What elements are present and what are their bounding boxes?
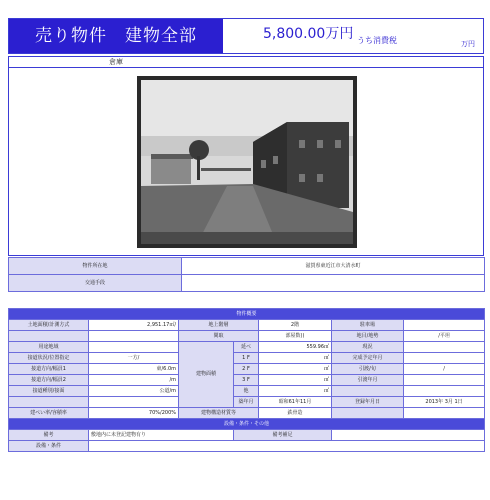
blank-value-1 [89,331,179,342]
blank-value-3 [89,397,179,408]
land-category-value: /平坦 [404,331,485,342]
header [8,18,484,54]
completion-label: 完成予定年月 [332,353,404,364]
registered-label: 登録年月日 [332,397,404,408]
current-status-value [404,342,485,353]
property-type-row [8,56,484,68]
floor2-value: ㎡ [259,364,332,375]
parking-label: 駐車場 [332,320,404,331]
land-area-value: 2,951.17㎡/ [89,320,179,331]
layout-value: 部屋数() [259,331,332,342]
floor2-label: 2 F [234,364,259,375]
remarks-label: 備考 [9,430,89,441]
delivery-label: 引渡/旬 [332,364,404,375]
use-zone-label: 用途地域 [9,342,89,353]
transport-value [182,275,485,292]
photo-frame [8,68,484,256]
floor3-label: 3 F [234,375,259,386]
blank-label-1 [9,331,89,342]
road2-value: /m [89,375,179,386]
road-status-value: 一方/ [89,353,179,364]
built-value: 昭和61年11月 [259,397,332,408]
facilities-label: 設備・条件 [9,441,89,452]
address-value: 滋賀県東近江市大清水町 [182,258,485,275]
property-photo [137,76,357,248]
coverage-label: 建ぺい率/容積率 [9,408,89,419]
price: 5,800.00万円 [263,26,354,42]
other-area-label: 他 [234,386,259,397]
road1-value: 東/6.0m [89,364,179,375]
building-area-label: 建物面積 [179,342,234,408]
facilities-title: 設備・条件・その他 [9,419,485,430]
floor1-label: 1 F [234,353,259,364]
delivery-value: / [404,364,485,375]
remarks-value: 敷地内に未登記建物有り [89,430,234,441]
current-status-label: 現況 [332,342,404,353]
remarks-extra-value [332,430,485,441]
road2-label: 接道方向/幅員2 [9,375,89,386]
road-type-value: 公道/m [89,386,179,397]
blank-value-2 [404,386,485,397]
land-category-label: 地目/地勢 [332,331,404,342]
built-label: 築年月 [234,397,259,408]
address-label: 物件所在地 [9,258,182,275]
layout-label: 間取 [179,331,259,342]
property-sheet [8,0,484,500]
completion-value [404,353,485,364]
blank-label-2 [332,386,404,397]
facilities-value [89,441,485,452]
blank-label-4 [332,408,404,419]
parking-value [404,320,485,331]
road-status-label: 接道状況/位置指定 [9,353,89,364]
registered-value: 2013年 3月 1日 [404,397,485,408]
floors-label: 地上階層 [179,320,259,331]
total-area-label: 延べ [234,342,259,353]
listing-title: 売り物件 建物全部 [9,19,223,53]
blank-value-4 [404,408,485,419]
transport-label: 交通手段 [9,275,182,292]
road-type-label: 接道種別/接面 [9,386,89,397]
floor1-value: ㎡ [259,353,332,364]
blank-label-3 [9,397,89,408]
structure-label: 建物構造材質等 [179,408,259,419]
land-area-label: 土地面積/計測方式 [9,320,89,331]
remarks-extra-label: 備考補足 [234,430,332,441]
location-table [8,257,485,292]
delivery-year-value [404,375,485,386]
floor3-value: ㎡ [259,375,332,386]
structure-value: 鉄骨造 [259,408,332,419]
tax-unit: 万円 [461,40,475,48]
floors-value: 2階 [259,320,332,331]
use-zone-value [89,342,179,353]
delivery-year-label: 引渡年月 [332,375,404,386]
overview-table [8,308,485,452]
road1-label: 接道方向/幅員1 [9,364,89,375]
property-type: 倉庫 [109,58,123,66]
overview-title: 物件概要 [9,309,485,320]
tax-label: うち消費税 [357,36,397,45]
total-area-value: 559.96㎡ [259,342,332,353]
coverage-value: 70%/200% [89,408,179,419]
other-area-value: ㎡ [259,386,332,397]
